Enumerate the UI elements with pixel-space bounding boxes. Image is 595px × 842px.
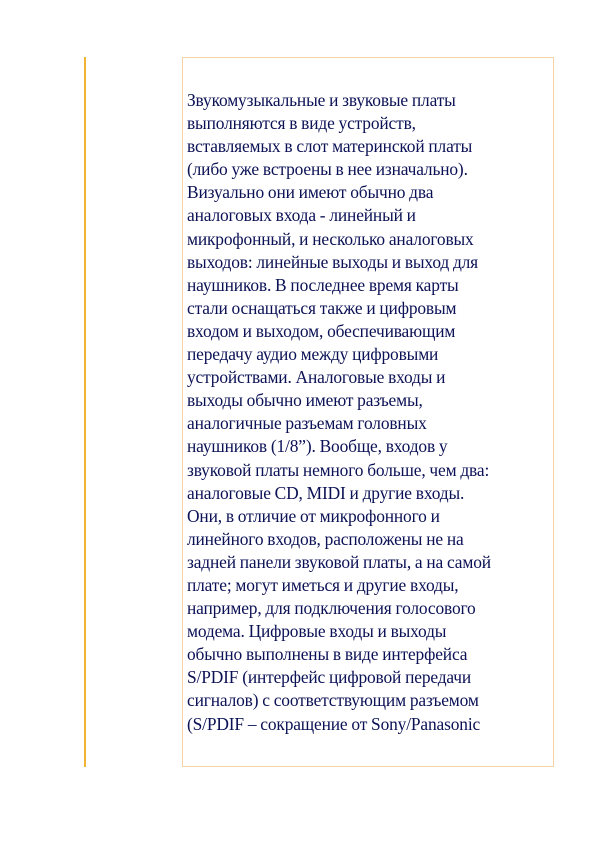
text-line: обычно выполнены в виде интерфейса — [187, 644, 468, 665]
text-line: звуковой платы немного больше, чем два: — [187, 459, 490, 480]
text-line: (либо уже встроены в нее изначально). — [187, 159, 468, 180]
text-line: аналоговые CD, MIDI и другие входы. — [187, 482, 465, 503]
text-line: плате; могут иметься и другие входы, — [187, 574, 459, 595]
text-line: Визуально они имеют обычно два — [187, 182, 434, 203]
text-line: (S/PDIF – сокращение от Sony/Panasonic — [187, 713, 481, 734]
text-line: линейного входов, расположены не на — [187, 528, 464, 549]
text-line: передачу аудио между цифровыми — [187, 344, 439, 365]
text-line: наушников. В последнее время карты — [187, 274, 459, 295]
text-line: выходы обычно имеют разъемы, — [187, 390, 423, 411]
body-paragraph — [187, 89, 549, 736]
text-line: Звукомузыкальные и звуковые платы — [187, 90, 456, 110]
text-line: например, для подключения голосового — [187, 598, 476, 619]
text-line: аналоговых входа - линейный и — [187, 205, 416, 226]
text-line: входом и выходом, обеспечивающим — [187, 320, 456, 341]
text-line: сигналов) с соответствующим разъемом — [187, 690, 479, 711]
text-line: устройствами. Аналоговые входы и — [187, 367, 446, 388]
text-line: микрофонный, и несколько аналоговых — [187, 228, 474, 249]
text-line: аналогичные разъемам головных — [187, 413, 427, 434]
text-line: задней панели звуковой платы, а на самой — [187, 551, 491, 572]
text-line: стали оснащаться также и цифровым — [187, 297, 457, 318]
left-accent-rule — [84, 57, 86, 767]
text-line: модема. Цифровые входы и выходы — [187, 621, 447, 642]
text-line: наушников (1/8”). Вообще, входов у — [187, 436, 448, 457]
text-line: выходов: линейные выходы и выход для — [187, 251, 479, 272]
text-line: выполняются в виде устройств, — [187, 113, 416, 134]
text-line: S/PDIF (интерфейс цифровой передачи — [187, 667, 472, 688]
text-line: Они, в отличие от микрофонного и — [187, 505, 440, 526]
text-line: вставляемых в слот материнской платы — [187, 136, 473, 157]
